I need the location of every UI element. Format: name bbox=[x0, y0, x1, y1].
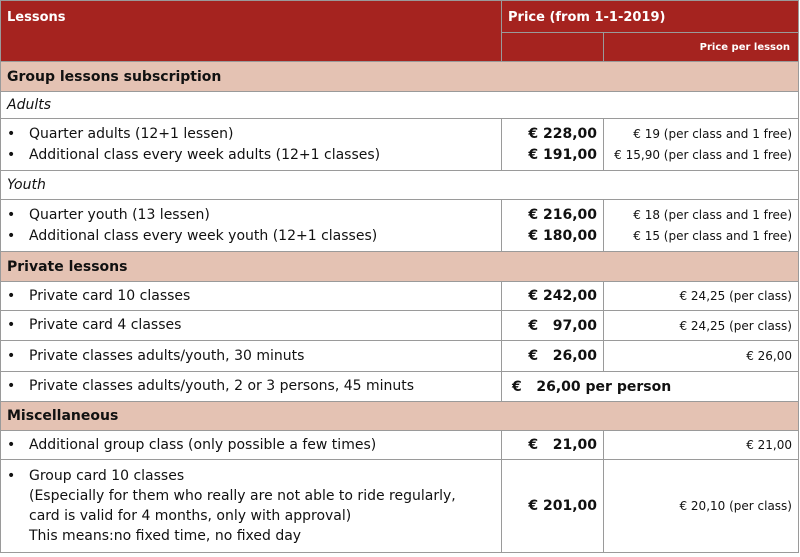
table-row bbox=[1, 200, 799, 252]
item-price-per-lesson: € 15 (per class and 1 free) bbox=[633, 228, 792, 243]
section-row bbox=[1, 62, 799, 92]
section-row bbox=[1, 402, 799, 431]
item-description: Private card 4 classes bbox=[29, 317, 182, 333]
item-description: Additional class every week adults (12+1 classes) bbox=[29, 146, 381, 163]
price-header: Price (from 1-1-2019) bbox=[502, 1, 799, 33]
item-price: € 242,00 bbox=[502, 282, 604, 311]
description-line: (Especially for them who really are not able to ride regularly, bbox=[29, 488, 456, 504]
item-description: Quarter adults (12+1 lessen) bbox=[29, 125, 234, 142]
item-price-per-lesson: € 20,10 (per class) bbox=[604, 460, 799, 553]
item-price: € 191,00 bbox=[528, 146, 597, 163]
price-per-lesson-cell bbox=[604, 119, 799, 171]
bullet-icon: • bbox=[7, 436, 16, 453]
list-item bbox=[7, 346, 495, 367]
subsection-row bbox=[1, 92, 799, 119]
table-row bbox=[1, 282, 799, 311]
bullet-icon: • bbox=[7, 206, 16, 223]
bullet-icon: • bbox=[7, 227, 16, 244]
subsection-youth: Youth bbox=[1, 171, 799, 200]
item-price: € 180,00 bbox=[528, 227, 597, 244]
item-price: € 21,00 bbox=[502, 431, 604, 460]
item-description: Quarter youth (13 lessen) bbox=[29, 206, 210, 223]
list-item bbox=[7, 376, 495, 397]
list-item bbox=[7, 226, 495, 247]
description-line: card is valid for 4 months, only with approval) bbox=[29, 508, 352, 524]
bullet-icon: • bbox=[7, 347, 16, 364]
price-per-lesson-header: Price per lesson bbox=[604, 33, 799, 62]
list-item bbox=[7, 286, 495, 307]
lessons-header: Lessons bbox=[1, 1, 502, 62]
description-cell bbox=[1, 431, 502, 460]
item-price-per-lesson: € 24,25 (per class) bbox=[604, 311, 799, 341]
item-price: € 216,00 bbox=[528, 206, 597, 223]
table-row bbox=[1, 341, 799, 372]
bullet-icon: • bbox=[7, 287, 16, 304]
table-row bbox=[1, 119, 799, 171]
description-line: This means:no fixed time, no fixed day bbox=[29, 528, 302, 544]
item-price: € 26,00 per person bbox=[502, 372, 799, 402]
item-price-per-lesson: € 21,00 bbox=[604, 431, 799, 460]
list-item bbox=[7, 145, 495, 166]
subsection-row bbox=[1, 171, 799, 200]
table-row bbox=[1, 460, 799, 553]
item-description: Private classes adults/youth, 30 minuts bbox=[29, 347, 305, 364]
list-item bbox=[7, 435, 495, 456]
table-row bbox=[1, 372, 799, 402]
bullet-icon: • bbox=[7, 468, 16, 484]
bullet-icon: • bbox=[7, 125, 16, 142]
item-price-per-lesson: € 19 (per class and 1 free) bbox=[633, 126, 792, 141]
description-cell bbox=[1, 460, 502, 553]
item-description: Private card 10 classes bbox=[29, 287, 191, 304]
bullet-icon: • bbox=[7, 317, 16, 333]
description-cell bbox=[1, 282, 502, 311]
item-price-per-lesson: € 24,25 (per class) bbox=[604, 282, 799, 311]
price-cell bbox=[502, 200, 604, 252]
list-item bbox=[7, 124, 495, 145]
description-line: Group card 10 classes bbox=[29, 468, 185, 484]
table-row bbox=[1, 431, 799, 460]
item-description: Private classes adults/youth, 2 or 3 persons, 45 minuts bbox=[29, 378, 415, 394]
section-title-misc: Miscellaneous bbox=[1, 402, 799, 431]
item-price: € 97,00 bbox=[502, 311, 604, 341]
header-row bbox=[1, 1, 799, 33]
item-description bbox=[29, 466, 456, 546]
price-cell bbox=[502, 119, 604, 171]
item-price: € 228,00 bbox=[528, 125, 597, 142]
description-cell bbox=[1, 200, 502, 252]
description-cell bbox=[1, 119, 502, 171]
item-price-per-lesson: € 18 (per class and 1 free) bbox=[633, 207, 792, 222]
subsection-adults: Adults bbox=[1, 92, 799, 119]
list-item bbox=[7, 315, 495, 336]
list-item bbox=[7, 466, 495, 546]
description-cell bbox=[1, 341, 502, 372]
list-item bbox=[7, 205, 495, 226]
price-per-lesson-cell bbox=[604, 200, 799, 252]
item-price-per-lesson: € 26,00 bbox=[604, 341, 799, 372]
section-title-group: Group lessons subscription bbox=[1, 62, 799, 92]
bullet-icon: • bbox=[7, 146, 16, 163]
price-total-subheader bbox=[502, 33, 604, 62]
section-title-private: Private lessons bbox=[1, 252, 799, 282]
item-price: € 26,00 bbox=[502, 341, 604, 372]
item-price-per-lesson: € 15,90 (per class and 1 free) bbox=[614, 147, 792, 162]
section-row bbox=[1, 252, 799, 282]
bullet-icon: • bbox=[7, 378, 16, 394]
item-price: € 201,00 bbox=[502, 460, 604, 553]
description-cell bbox=[1, 372, 502, 402]
item-description: Additional class every week youth (12+1 classes) bbox=[29, 227, 378, 244]
description-cell bbox=[1, 311, 502, 341]
item-description: Additional group class (only possible a few times) bbox=[29, 436, 377, 453]
table-row bbox=[1, 311, 799, 341]
